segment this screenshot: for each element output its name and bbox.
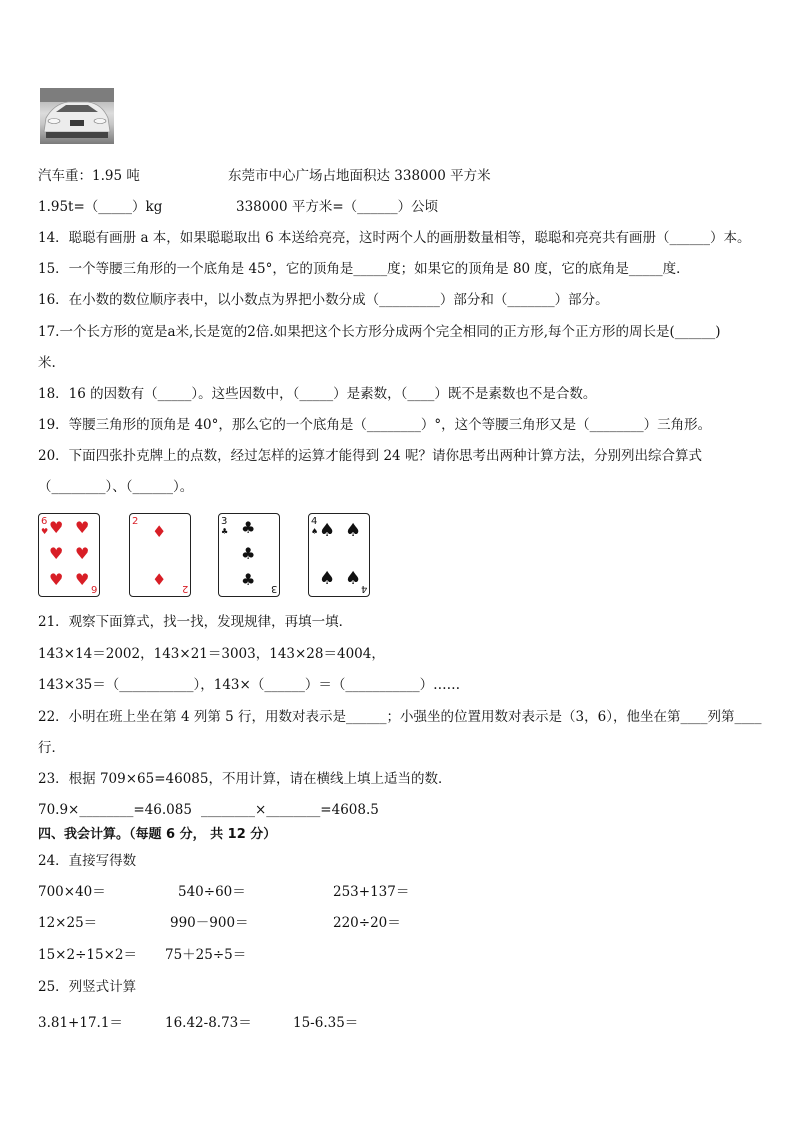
heart-icon: ♥: [49, 518, 64, 537]
club-icon: ♣: [221, 527, 229, 536]
section-4-heading: 四、我会计算。（每题 6 分， 共 12 分）: [38, 827, 277, 842]
conversion-ton-kg: 1.95t=（_____）kg: [38, 199, 163, 215]
club-icon: ♣: [241, 518, 256, 537]
question-21-blanks: 143×35＝（___________），143×（______）＝（___________）……: [38, 677, 461, 693]
question-23-blank-a: 70.9×________=46.085: [38, 802, 192, 818]
car-illustration: [40, 88, 114, 144]
calc-15minus6.35: 15-6.35＝: [293, 1015, 359, 1031]
spade-icon: ♠: [319, 568, 336, 589]
spade-icon: ♠: [345, 568, 362, 589]
question-20-line2: （________）、（______）。: [38, 479, 194, 495]
calc-540div60: 540÷60＝: [178, 884, 246, 900]
calc-990minus900: 990－900＝: [170, 915, 249, 931]
spade-icon: ♠: [311, 527, 319, 536]
club-icon: ♣: [241, 544, 256, 563]
card-rank: 6: [41, 516, 48, 527]
playing-card-2-diamonds: [129, 513, 191, 597]
calc-253plus137: 253+137＝: [333, 884, 410, 900]
heart-icon: ♥: [41, 527, 49, 536]
calc-700x40: 700×40＝: [38, 884, 106, 900]
car-photo: [40, 88, 114, 144]
card-rank: 6: [90, 583, 97, 594]
playing-card-6-hearts: [38, 513, 100, 597]
spade-icon: ♠: [345, 520, 362, 541]
calc-15x2div15x2: 15×2÷15×2＝: [38, 947, 137, 963]
card-rank: 2: [132, 516, 139, 527]
heart-icon: ♥: [49, 544, 64, 563]
question-17-line2: 米.: [38, 355, 56, 371]
playing-card-3-clubs: [218, 513, 280, 597]
question-20-line1: 20．下面四张扑克牌上的点数，经过怎样的运算才能得到 24 呢？请你思考出两种计算方法，分别列出综合算式: [38, 448, 702, 464]
question-21-examples: 143×14＝2002，143×21＝3003，143×28＝4004，: [38, 646, 385, 662]
question-21: 21．观察下面算式，找一找，发现规律，再填一填．: [38, 614, 353, 630]
diamond-icon: ♦: [152, 522, 167, 541]
question-16: 16．在小数的数位顺序表中，以小数点为界把小数分成（_________）部分和（_______）部分。: [38, 292, 609, 308]
question-15: 15．一个等腰三角形的一个底角是 45°，它的顶角是_____度；如果它的顶角是 80 度，它的底角是_____度．: [38, 261, 690, 277]
card-rank: 4: [311, 516, 318, 527]
calc-3.81plus17.1: 3.81+17.1＝: [38, 1015, 123, 1031]
question-23: 23．根据 709×65=46085，不用计算，请在横线上填上适当的数．: [38, 771, 452, 787]
heart-icon: ♥: [49, 570, 64, 589]
calc-12x25: 12×25＝: [38, 915, 98, 931]
question-17-line1: 17.一个长方形的宽是a米,长是宽的2倍.如果把这个长方形分成两个完全相同的正方形,每个正方形的周长是(______): [38, 324, 721, 340]
playing-card-4-spades: [308, 513, 370, 597]
question-19: 19．等腰三角形的顶角是 40°，那么它的一个底角是（________）°，这个等腰三角形又是（________）三角形。: [38, 417, 712, 433]
question-18: 18．16 的因数有（_____）。这些因数中，（_____）是素数，（____）既不是素数也不是合数。: [38, 386, 597, 402]
club-icon: ♣: [241, 570, 256, 589]
question-23-blank-b: ________×________=4608.5: [201, 802, 379, 818]
calc-220div20: 220÷20＝: [333, 915, 401, 931]
card-rank: 4: [360, 583, 367, 594]
question-22-line1: 22．小明在班上坐在第 4 列第 5 行，用数对表示是______；小强坐的位置用数对表示是（3，6），他坐在第____列第____: [38, 709, 762, 725]
calc-16.42minus8.73: 16.42-8.73＝: [165, 1015, 252, 1031]
spade-icon: ♠: [319, 520, 336, 541]
heart-icon: ♥: [75, 518, 90, 537]
plaza-area-text: 东莞市中心广场占地面积达 338000 平方米: [228, 168, 491, 184]
calc-75plus25div5: 75＋25÷5＝: [165, 947, 247, 963]
card-rank: 3: [221, 516, 228, 527]
heart-icon: ♥: [75, 570, 90, 589]
heart-icon: ♥: [75, 544, 90, 563]
conversion-sqm-hectare: 338000 平方米=（______）公顷: [236, 199, 439, 215]
card-rank: 2: [181, 583, 188, 594]
diamond-icon: ♦: [152, 570, 167, 589]
card-rank: 3: [270, 583, 277, 594]
question-24: 24．直接写得数: [38, 853, 137, 869]
question-22-line2: 行．: [38, 740, 65, 756]
car-weight-text: 汽车重：1.95 吨: [38, 168, 140, 184]
question-25: 25．列竖式计算: [38, 979, 137, 995]
question-14: 14．聪聪有画册 a 本，如果聪聪取出 6 本送给亮亮，这时两个人的画册数量相等，聪聪和亮亮共有画册（______）本。: [38, 230, 751, 246]
